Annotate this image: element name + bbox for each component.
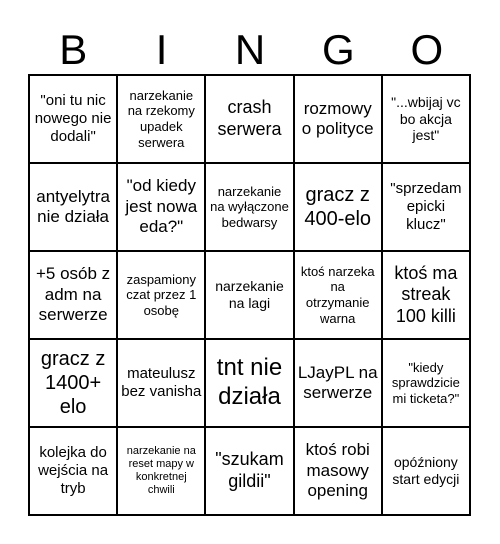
bingo-cell[interactable] [29,163,117,251]
bingo-cell[interactable] [117,251,205,339]
cell-text: ktoś robi masowy opening [305,440,370,501]
bingo-cell[interactable] [382,339,470,427]
bingo-cell[interactable] [294,339,382,427]
bingo-cell[interactable] [205,251,293,339]
bingo-cell[interactable] [294,163,382,251]
bingo-cell[interactable] [294,251,382,339]
header-letter-b: B [59,26,88,73]
cell-text: +5 osób z adm na serwerze [35,264,111,325]
cell-text: ktoś narzeka na otrzymanie warna [300,263,375,326]
header-letter-o: O [410,26,444,73]
bingo-cell[interactable] [117,427,205,515]
bingo-header [29,26,471,74]
bingo-cell[interactable] [29,75,117,163]
header-letter-g: G [322,26,355,73]
bingo-cell[interactable] [382,163,470,251]
bingo-cell[interactable] [205,163,293,251]
cell-text: crash serwera [217,97,282,139]
cell-text: kolejka do wejścia na tryb [38,444,109,497]
cell-text: ktoś ma streak 100 killi [394,262,458,326]
bingo-cell[interactable] [117,339,205,427]
cell-text: narzekanie na rzekomy upadek serwera [127,87,195,150]
bingo-cell[interactable] [294,427,382,515]
bingo-cell[interactable] [117,163,205,251]
bingo-cell[interactable] [29,339,117,427]
bingo-cell[interactable] [205,75,293,163]
bingo-cell[interactable] [117,75,205,163]
cell-text: "od kiedy jest nowa eda?" [125,176,198,237]
cell-text: tnt nie działa [216,354,283,410]
cell-text: zaspamiony czat przez 1 osobę [126,271,197,318]
bingo-cell[interactable] [382,75,470,163]
bingo-cell[interactable] [294,75,382,163]
bingo-cell[interactable] [382,251,470,339]
bingo-cell[interactable] [382,427,470,515]
header-letter-n: N [234,26,266,73]
cell-text: "sprzedam epicki klucz" [390,180,462,233]
cell-text: opóźniony start edycji [392,454,460,487]
cell-text: "...wbijaj vc bo akcja jest" [391,93,461,144]
bingo-cell[interactable] [205,427,293,515]
bingo-cell[interactable] [205,339,293,427]
cell-text: rozmowy o polityce [301,98,374,138]
cell-text: gracz z 1400+ elo [40,348,106,418]
cell-text: "kiedy sprawdzicie mi ticketa?" [391,359,460,406]
cell-text: "oni tu nic nowego nie dodali" [34,92,112,145]
bingo-board [28,74,471,516]
cell-text: narzekanie na reset mapy w konkretnej chwili [126,444,196,497]
bingo-cell[interactable] [29,251,117,339]
cell-text: narzekanie na wyłączone bedwarsy [210,183,289,230]
cell-text: mateulusz bez vanisha [121,365,202,400]
cell-text: "szukam gildii" [215,449,284,491]
cell-text: narzekanie na lagi [215,278,284,311]
cell-text: antyelytra nie działa [36,186,110,226]
header-letter-i: I [155,26,168,73]
bingo-cell[interactable] [29,427,117,515]
cell-text: gracz z 400-elo [304,184,372,230]
cell-text: LJayPL na serwerze [297,362,378,402]
